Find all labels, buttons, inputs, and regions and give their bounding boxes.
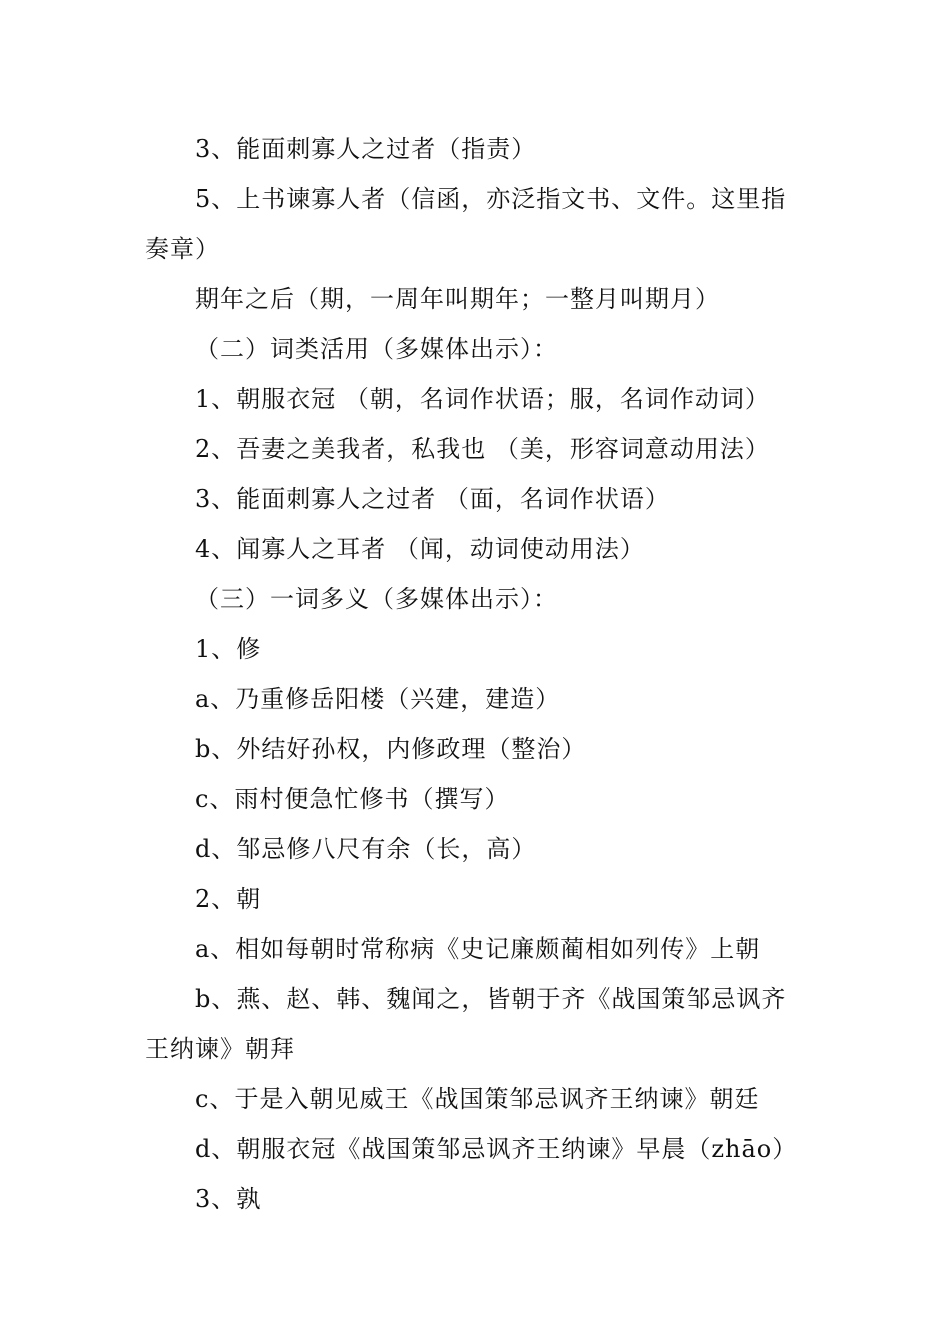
text-line: a、相如每朝时常称病《史记廉颇蔺相如列传》上朝 <box>195 935 761 963</box>
text-line: d、朝服衣冠《战国策邹忌讽齐王纳谏》早晨（zhāo） <box>195 1135 798 1163</box>
text-line: 王纳谏》朝拜 <box>145 1035 295 1063</box>
text-line: 2、吾妻之美我者，私我也 （美，形容词意动用法） <box>195 435 770 463</box>
text-line: d、邹忌修八尺有余（长，高） <box>195 835 537 863</box>
text-line: c、于是入朝见威王《战国策邹忌讽齐王纳谏》朝廷 <box>195 1085 760 1113</box>
text-line: b、燕、赵、韩、魏闻之，皆朝于齐《战国策邹忌讽齐 <box>195 985 787 1013</box>
text-line: 2、朝 <box>195 885 262 913</box>
text-line: 期年之后（期，一周年叫期年；一整月叫期月） <box>195 285 720 313</box>
text-line: 3、孰 <box>195 1185 262 1213</box>
text-line: c、雨村便急忙修书（撰写） <box>195 785 510 813</box>
text-line: 4、闻寡人之耳者 （闻，动词使动用法） <box>195 535 645 563</box>
text-line: a、乃重修岳阳楼（兴建，建造） <box>195 685 561 713</box>
section-heading: （二）词类活用（多媒体出示）： <box>195 335 558 363</box>
text-line: b、外结好孙权，内修政理（整治） <box>195 735 587 763</box>
text-line: 5、上书谏寡人者（信函，亦泛指文书、文件。这里指 <box>195 185 787 213</box>
text-line: 3、能面刺寡人之过者（指责） <box>195 135 537 163</box>
section-heading: （三）一词多义（多媒体出示）： <box>195 585 558 613</box>
text-line: 3、能面刺寡人之过者 （面，名词作状语） <box>195 485 670 513</box>
text-line: 奏章） <box>145 235 220 263</box>
text-line: 1、修 <box>195 635 262 663</box>
text-line: 1、朝服衣冠 （朝，名词作状语；服，名词作动词） <box>195 385 770 413</box>
